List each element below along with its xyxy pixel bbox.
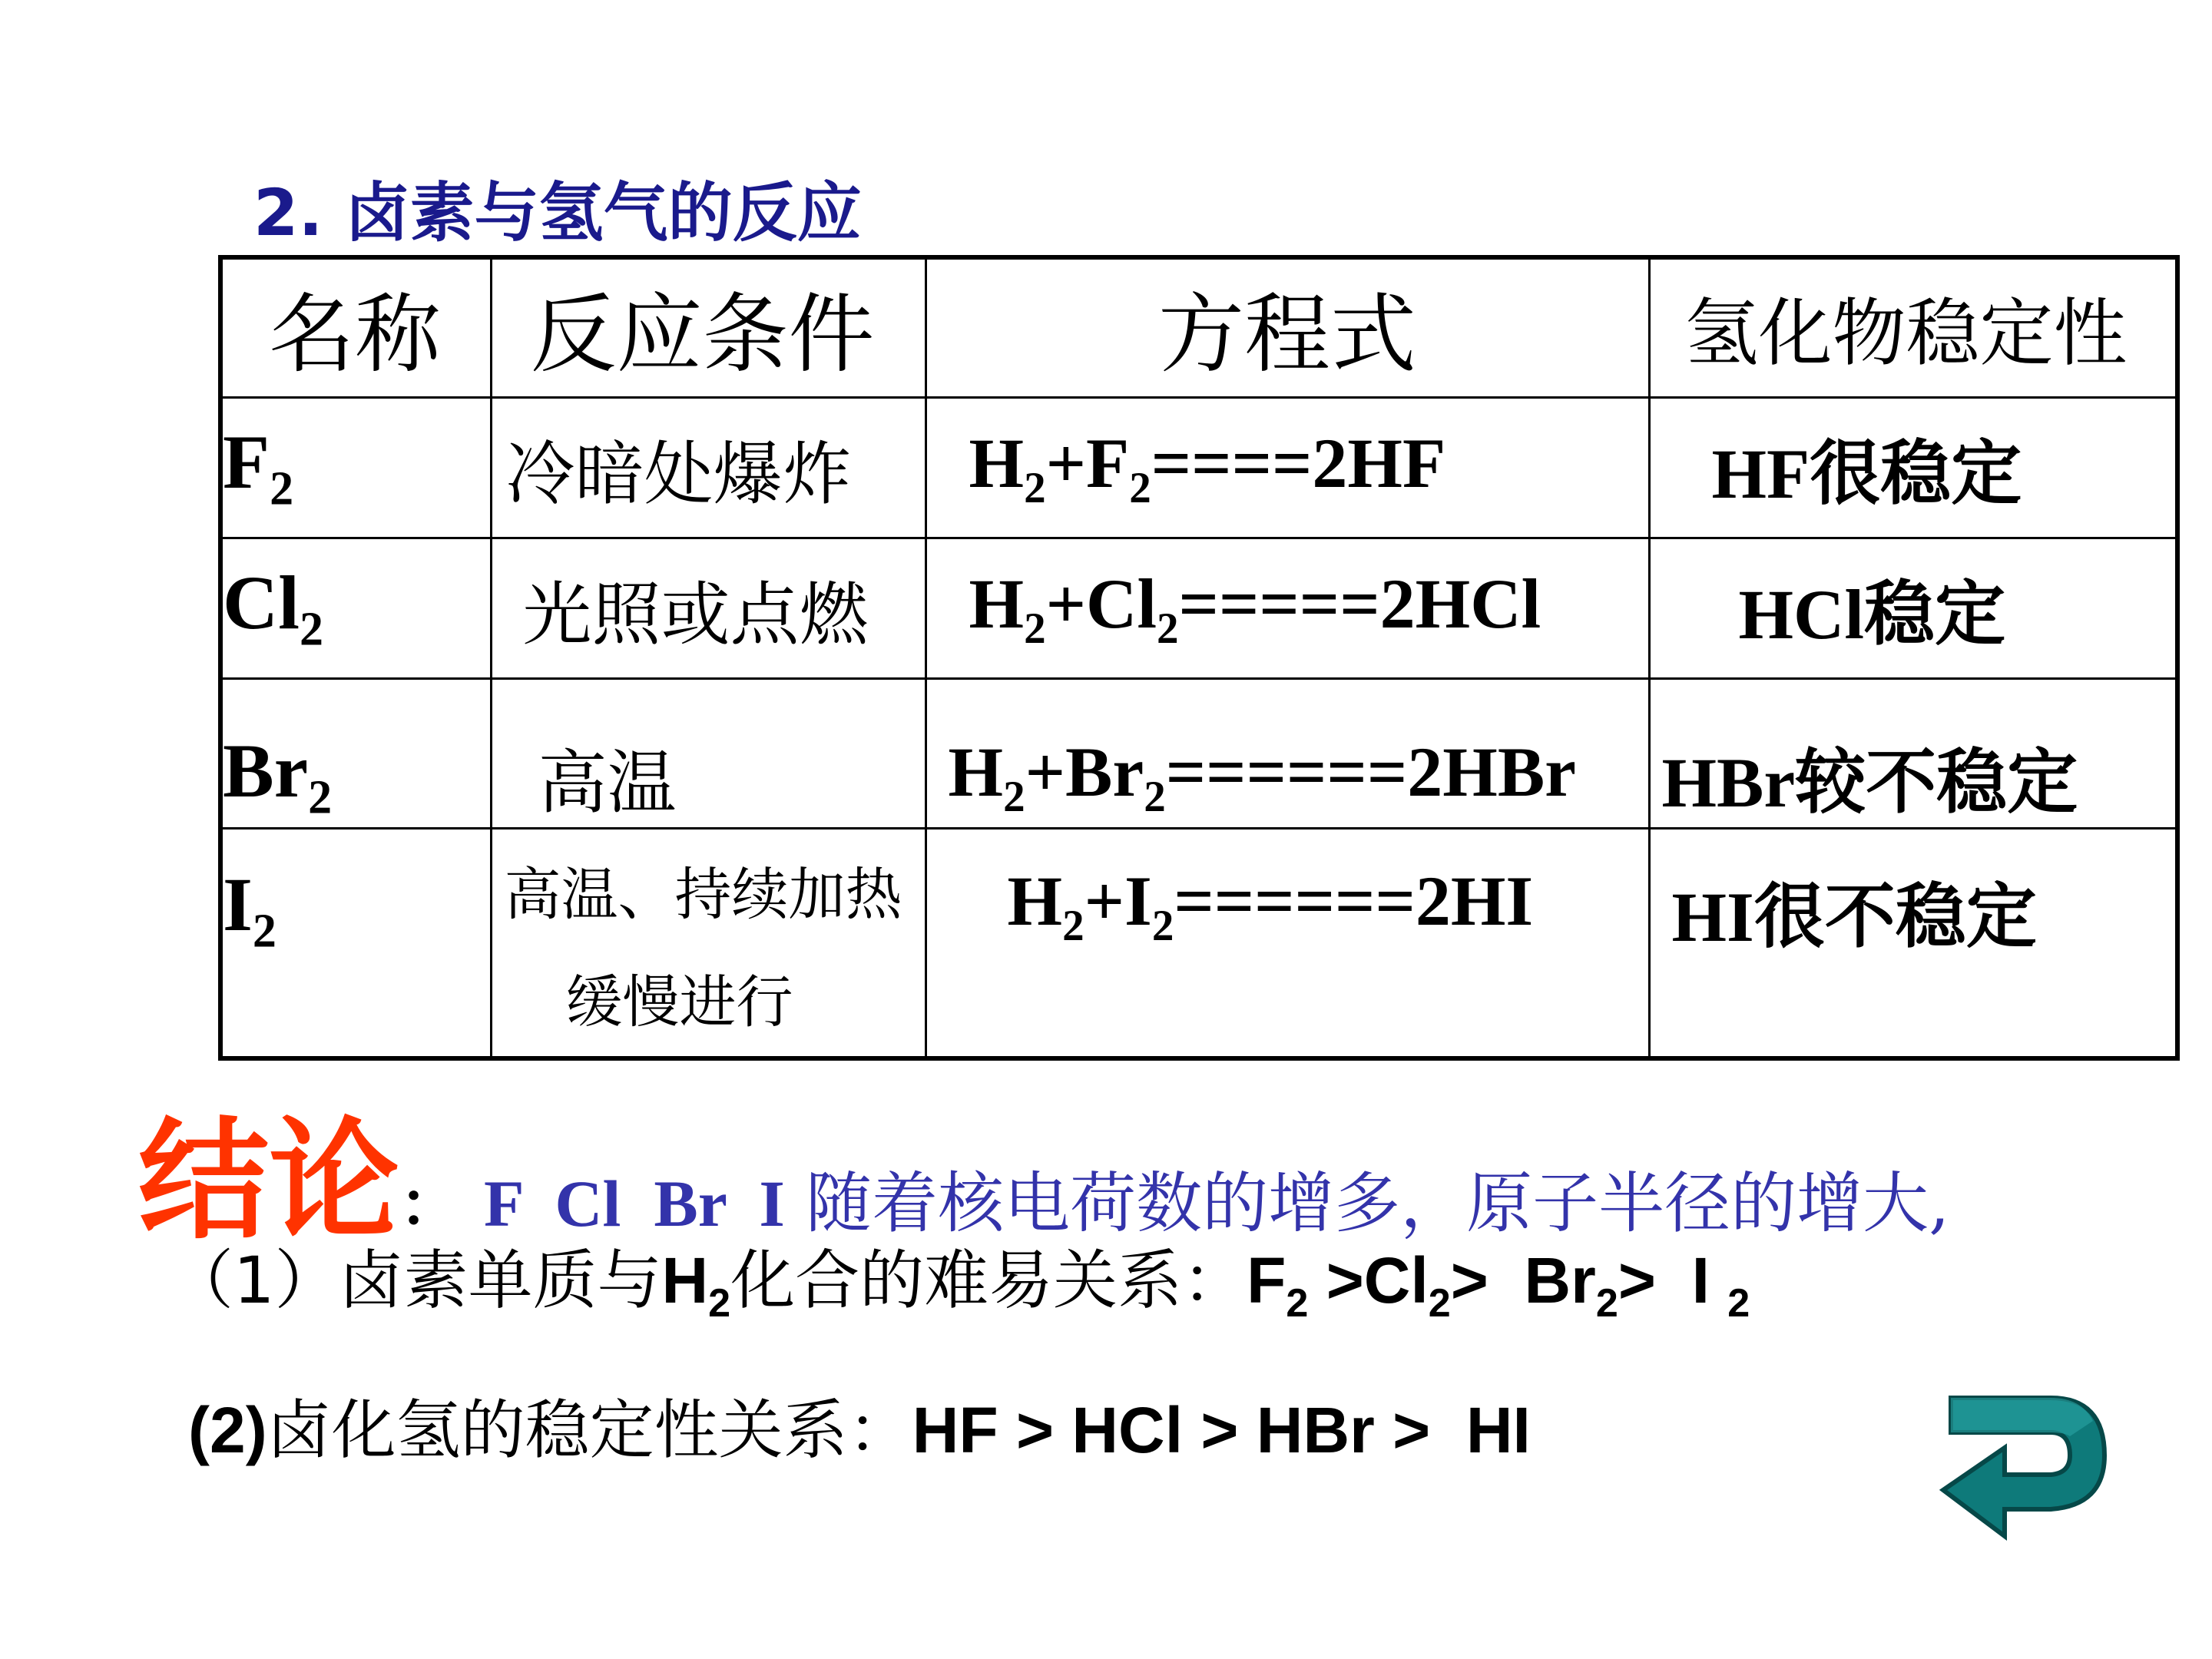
header-equation: 方程式	[926, 257, 1649, 397]
condition-cell	[491, 828, 926, 1058]
equation-cell: $H_2+Cl_2=====2HCl$	[926, 538, 1649, 678]
conclusion-colon: ：	[399, 1169, 462, 1240]
reaction-table	[218, 255, 2180, 1061]
table-row	[220, 397, 2177, 538]
conclusion-text: 随着核电荷数的增多，原子半径的增大,	[806, 1165, 1950, 1242]
table-header-row	[220, 257, 2177, 397]
stability-cell: HBr较不稳定	[1649, 678, 2177, 828]
conclusion-elements: F Cl Br I	[484, 1167, 785, 1240]
stability-cell: HCl稳定	[1649, 538, 2177, 678]
return-arrow-icon[interactable]	[1936, 1382, 2120, 1551]
header-condition: 反应条件	[491, 257, 926, 397]
header-stability: 氢化物稳定性	[1649, 257, 2177, 397]
name-cell: $Br_2$	[220, 678, 491, 828]
name-cell: $F_2$	[220, 397, 491, 538]
table-row	[220, 828, 2177, 1058]
condition-line-1: 高温、持续加热	[504, 861, 902, 928]
equation-cell: $H_2+Br_2======2HBr$	[926, 678, 1649, 828]
condition-line-2: 缓慢进行	[565, 969, 793, 1035]
equation-cell: $H_2+I_2======2HI$	[926, 828, 1649, 1058]
condition-cell: 高温	[491, 678, 926, 828]
conclusion-label: 结论	[138, 1105, 400, 1257]
name-cell: $I_2$	[220, 828, 491, 1058]
name-cell: $Cl_2$	[220, 538, 491, 678]
table-row	[220, 538, 2177, 678]
equation-cell: $H_2+F_2====2HF$	[926, 397, 1649, 538]
page-title: 2. 卤素与氢气的反应	[253, 175, 862, 250]
table-row	[220, 678, 2177, 828]
condition-cell: 冷暗处爆炸	[491, 397, 926, 538]
condition-cell: 光照或点燃	[491, 538, 926, 678]
reactivity-order: （1）卤素单质与$H_2$化合的难易关系：$F_2 >Cl_2> Br_2> I$ $_2$	[169, 1243, 1750, 1326]
header-name: 名称	[220, 257, 491, 397]
stability-cell: HI很不稳定	[1649, 828, 2177, 1058]
stability-cell: HF很稳定	[1649, 397, 2177, 538]
stability-order: (2)卤化氢的稳定性关系：HF > HCl > HBr > HI	[188, 1392, 1531, 1468]
